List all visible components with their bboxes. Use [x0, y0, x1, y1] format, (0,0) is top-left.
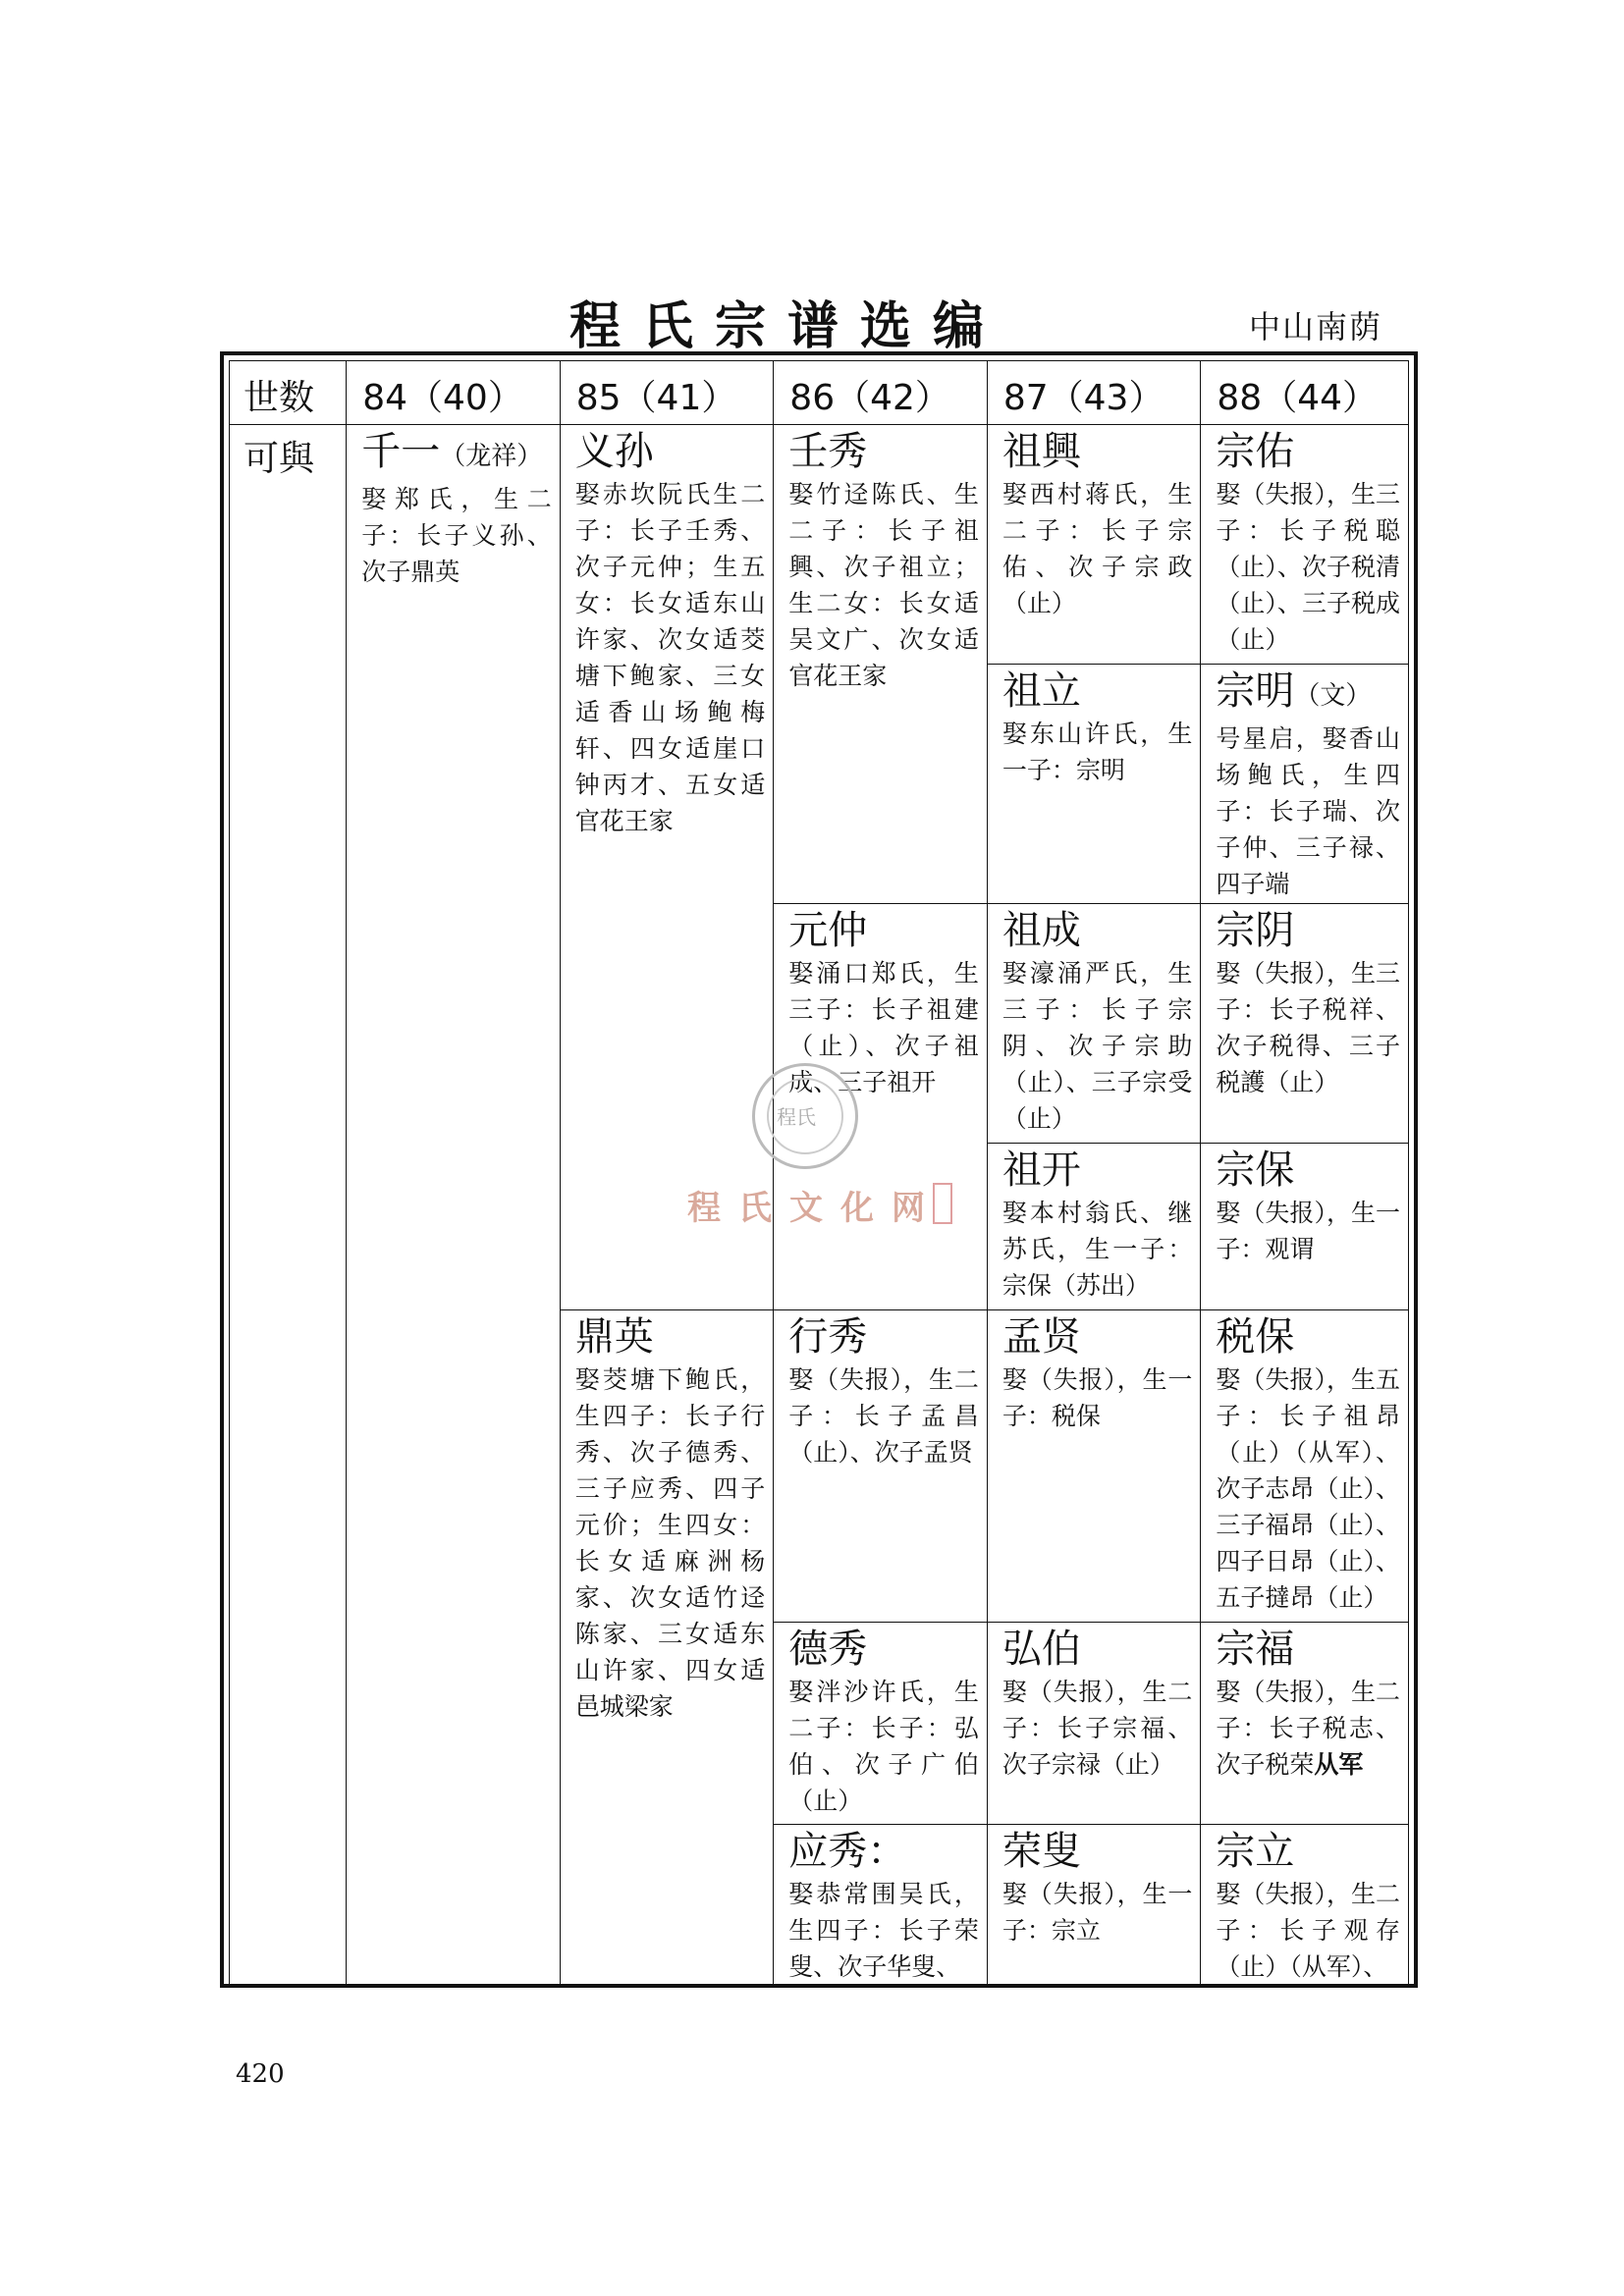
person-name: 德秀 — [788, 1627, 868, 1672]
person-name: 行秀 — [788, 1314, 868, 1360]
person-cell — [347, 425, 561, 1986]
person-cell — [987, 665, 1201, 904]
header-gen-88: 88（44） — [1201, 361, 1409, 425]
person-cell — [1201, 665, 1409, 904]
person-cell — [987, 1310, 1201, 1623]
person-name: 祖興 — [1001, 429, 1081, 474]
region-label: 中山南荫 — [1249, 308, 1383, 346]
person-cell — [987, 1825, 1201, 1986]
person-name: 孟贤 — [1001, 1314, 1081, 1360]
person-name: 元仲 — [788, 908, 868, 953]
person-cell — [987, 425, 1201, 665]
person-cell — [774, 1623, 988, 1825]
person-cell — [1201, 1144, 1409, 1310]
person-cell — [774, 1825, 988, 1986]
person-cell — [560, 1310, 774, 1986]
person-name: 宗明（文） — [1216, 668, 1372, 714]
header-gen-87: 87（43） — [987, 361, 1201, 425]
person-name: 宗福 — [1216, 1627, 1295, 1672]
person-desc: 娶（失报），生一子：宗立 — [1001, 1880, 1193, 1945]
person-desc: 娶恭常围吴氏，生四子：长子荣叟、次子华叟、 — [788, 1880, 979, 1981]
genealogy-table — [229, 360, 1409, 1986]
person-desc: 娶泮沙许氏，生二子：长子：弘伯、次子广伯（止） — [788, 1678, 979, 1815]
person-desc: 娶濠涌严氏，生三子：长子宗阴、次子宗助（止）、三子宗受（止） — [1001, 959, 1193, 1133]
person-desc-extra: 从军 — [1314, 1750, 1364, 1779]
person-name: 荣叟 — [1001, 1829, 1081, 1874]
person-desc: 娶东山许氏，生一子：宗明 — [1001, 720, 1193, 784]
header-gen-84: 84（40） — [347, 361, 561, 425]
person-name: 千一（龙祥） — [361, 429, 543, 474]
person-name: 壬秀 — [788, 429, 868, 474]
person-name: 弘伯 — [1001, 1627, 1081, 1672]
person-cell — [774, 425, 988, 904]
row-label-cell — [230, 425, 347, 1986]
person-alias: （龙祥） — [440, 442, 543, 471]
header-gen-86: 86（42） — [774, 361, 988, 425]
header-gen-85: 85（41） — [560, 361, 774, 425]
person-cell — [987, 1144, 1201, 1310]
person-desc: 号星启，娶香山场鲍氏，生四子：长子瑞、次子仲、三子禄、四子端 — [1216, 724, 1400, 898]
person-desc: 娶竹迳陈氏、生二子：长子祖興、次子祖立；生二女：长女适吴文广、次女适官花王家 — [788, 480, 979, 690]
watermark-seal-text: 程氏 — [777, 1105, 816, 1129]
person-desc: 娶郑氏，生二子：长子义孙、次子鼎英 — [361, 485, 552, 586]
person-cell — [774, 1310, 988, 1623]
person-desc: 娶（失报），生一子：观谓 — [1216, 1199, 1400, 1263]
person-desc: 娶（失报），生二子：长子税志、次子税荣从军 — [1216, 1678, 1400, 1779]
person-desc: 娶茭塘下鲍氏，生四子：长子行秀、次子德秀、三子应秀、四子元价；生四女：长女适麻洲杨家、次女适竹迳陈家、三女适东山许家、四女适邑城梁家 — [574, 1365, 766, 1721]
person-cell — [987, 1623, 1201, 1825]
person-name: 应秀： — [788, 1829, 907, 1874]
person-name: 宗保 — [1216, 1148, 1295, 1193]
page-number: 420 — [236, 2059, 285, 2089]
person-desc: 娶（失报），生二子：长子孟昌（止）、次子孟贤 — [788, 1365, 979, 1467]
person-name: 义孙 — [574, 429, 654, 474]
person-name: 宗立 — [1216, 1829, 1295, 1874]
page-title: 程氏宗谱选编 — [569, 296, 1006, 356]
person-desc: 娶赤坎阮氏生二子：长子壬秀、次子元仲；生五女：长女适东山许家、次女适茭塘下鲍家、三女适香山场鲍梅轩、四女适崖口钟丙才、五女适官花王家 — [574, 480, 766, 835]
person-desc: 娶涌口郑氏，生三子：长子祖建（止）、次子祖成、三子祖开 — [788, 959, 979, 1096]
person-alias: （文） — [1294, 681, 1372, 711]
row-label: 可與 — [244, 439, 315, 479]
person-name: 宗阴 — [1216, 908, 1295, 953]
person-desc: 娶（失报），生二子：长子观存（止）（从军）、 — [1216, 1880, 1400, 1981]
person-name: 祖立 — [1001, 668, 1081, 714]
person-desc: 娶（失报），生二子：长子宗福、次子宗禄（止） — [1001, 1678, 1193, 1779]
person-name: 宗佑 — [1216, 429, 1295, 474]
person-name: 税保 — [1216, 1314, 1295, 1360]
person-desc: 娶（失报），生一子：税保 — [1001, 1365, 1193, 1430]
person-desc: 娶本村翁氏、继苏氏，生一子：宗保（苏出） — [1001, 1199, 1193, 1300]
person-cell — [987, 904, 1201, 1144]
person-cell — [1201, 1310, 1409, 1623]
person-cell — [1201, 1825, 1409, 1986]
watermark-seal — [752, 1063, 858, 1169]
person-name: 祖成 — [1001, 908, 1081, 953]
person-cell — [560, 425, 774, 1310]
person-cell — [1201, 425, 1409, 665]
person-name: 祖开 — [1001, 1148, 1081, 1193]
person-desc: 娶（失报），生三子：长子税聪（止）、次子税清（止）、三子税成（止） — [1216, 480, 1400, 654]
person-desc: 娶（失报），生五子：长子祖昂（止）（从军）、次子志昂（止）、三子福昂（止）、四子日昂（止）、五子撻昂（止） — [1216, 1365, 1400, 1612]
person-desc: 娶（失报），生三子：长子税祥、次子税得、三子税護（止） — [1216, 959, 1400, 1096]
person-cell — [1201, 1623, 1409, 1825]
person-cell — [1201, 904, 1409, 1144]
person-desc: 娶西村蒋氏，生二子：长子宗佑、次子宗政（止） — [1001, 480, 1193, 617]
watermark-text: 程氏文化网 — [687, 1189, 943, 1228]
header-row — [230, 361, 1409, 425]
watermark-stamp — [933, 1183, 952, 1224]
header-generation: 世数 — [230, 361, 347, 425]
person-name: 鼎英 — [574, 1314, 654, 1360]
